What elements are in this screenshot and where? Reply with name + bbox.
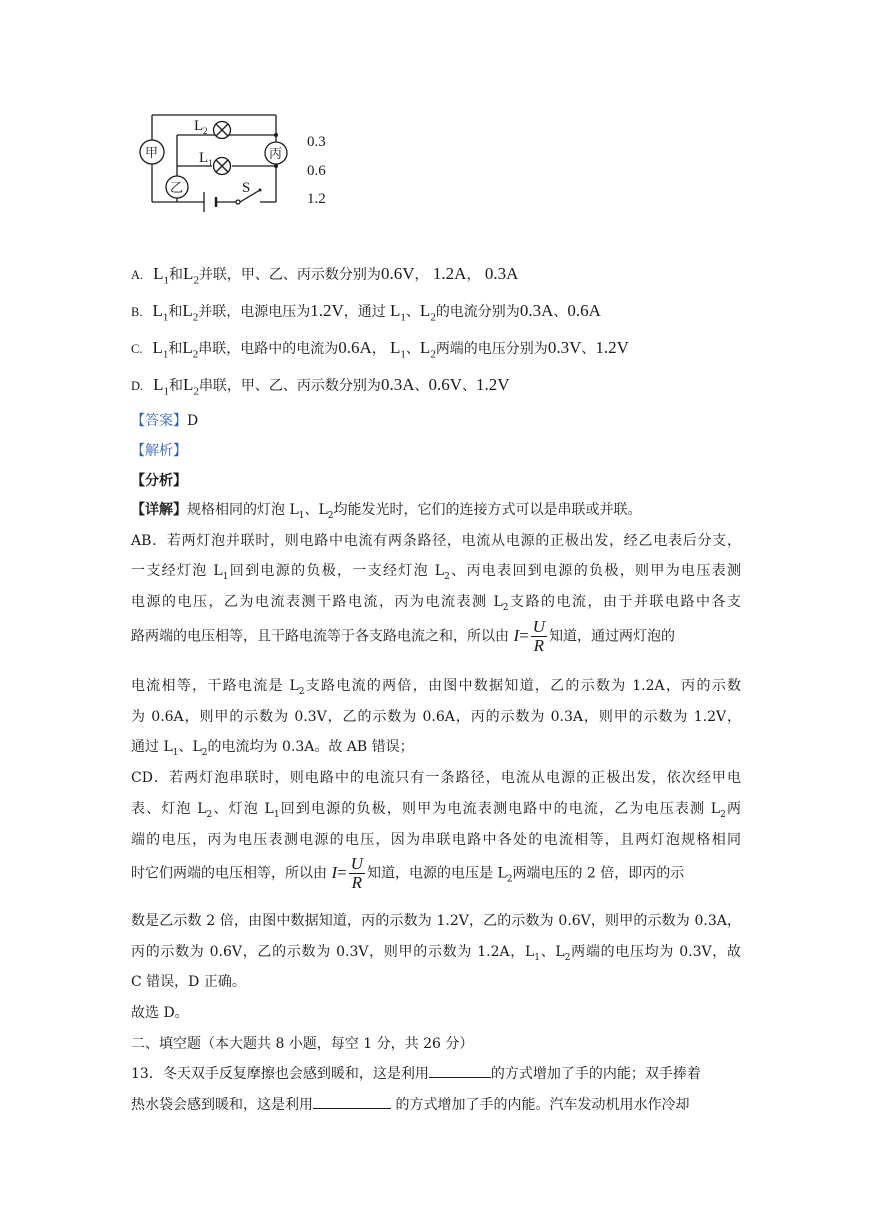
- formula-ohms-law-2: I= $\frac{U}{R}$: [331, 854, 363, 892]
- meter-bing-label: 丙: [269, 147, 283, 162]
- option-d: D. $L_1$和$L_2$串联，甲、乙、丙示数分别为0.3A、0.6V、1.2V: [131, 375, 510, 398]
- meter-yi-label: 乙: [170, 181, 184, 196]
- detail-ab-7: 通过 $L_1$、$L_2$的电流均为 0.3A。故 AB 错误；: [131, 739, 414, 758]
- lamp-l2-label: L: [194, 118, 204, 134]
- switch-label: S: [242, 180, 251, 196]
- answer-value: D: [187, 413, 199, 429]
- detail-ab-5: 电流相等，干路电流是 $L_2$支路电流的两倍，由图中数据知道，乙的示数为 1.2A，丙的示数: [131, 678, 741, 697]
- reading-3: 1.2: [307, 191, 326, 207]
- detail-cd-4: 时它们两端的电压相等，所以由 I= $\frac{U}{R}$ 知道，电源的电压是 $L_2$两端电压的 2 倍，即丙的示: [131, 854, 685, 892]
- option-c: C. $L_1$和$L_2$串联，电路中的电流为0.6A， $L_1$、$L_2$两端的电压分别为0.3V、1.2V: [131, 338, 629, 361]
- detail-cd-3: 端的电压，丙为电压表测电源的电压，因为串联电路中各处的电流相等，且两灯泡规格相同: [131, 832, 741, 848]
- detail-cd-1: CD．若两灯泡串联时，则电路中的电流只有一条路径，电流从电源的正极出发，依次经甲电: [131, 770, 741, 786]
- conclusion: 故选 D。: [131, 1005, 189, 1021]
- detail-ab-3: 电源的电压，乙为电流表测干路电流，丙为电流表测 $L_2$支路的电流，由于并联电路中各支: [131, 594, 742, 613]
- detail-line-1: 【详解】规格相同的灯泡 $L_1$、$L_2$均能发光时，它们的连接方式可以是串联或并联。: [131, 502, 642, 521]
- reading-2: 0.6: [307, 162, 326, 179]
- reading-1: 0.3: [307, 134, 326, 150]
- junction-dot-lower: [274, 164, 278, 168]
- switch-contact-left: [236, 200, 240, 204]
- answer-blank-1[interactable]: [429, 1065, 491, 1078]
- detail-cd-6: 丙的示数为 0.6V，乙的示数为 0.3V，则甲的示数为 1.2A，$L_1$、$L_2$两端的电压均为 0.3V，故: [131, 944, 742, 963]
- detail-cd-2: 表、灯泡 $L_2$、灯泡 $L_1$回到电源的负极，则甲为电流表测电路中的电流，乙为电压表测 $L_2$两: [131, 801, 742, 820]
- question-13-line-2: 热水袋会感到暖和，这是利用 的方式增加了手的内能。汽车发动机用水作冷却: [131, 1097, 690, 1113]
- section-heading: 二、填空题（本大题共 8 小题，每空 1 分，共 26 分）: [131, 1036, 474, 1052]
- answer-blank-2[interactable]: [313, 1096, 391, 1109]
- detail-ab-4: 路两端的电压相等，且干路电流等于各支路电流之和，所以由 I= $\frac{U}{R}$ 知道，通过两灯泡的: [131, 617, 675, 655]
- junction-dot-upper: [274, 133, 278, 137]
- lamp-l2-sub: 2: [203, 126, 208, 136]
- analysis-tag: 【解析】: [131, 443, 187, 459]
- detail-ab-1: AB．若两灯泡并联时，则电路中电流有两条路径，电流从电源的正极出发，经乙电表后分支，: [131, 533, 741, 549]
- detail-cd-5: 数是乙示数 2 倍，由图中数据知道，丙的示数为 1.2V，乙的示数为 0.6V，则甲的示数为 0.3A，: [131, 913, 741, 929]
- answer-line: [131, 410, 741, 430]
- lamp-l1-sub: 1: [208, 158, 213, 168]
- detail-cd-7: C 错误，D 正确。: [131, 974, 246, 990]
- option-a: A. $L_1$和$L_2$并联，甲、乙、丙示数分别为0.6V， 1.2A， 0.3A: [131, 264, 519, 287]
- meter-jia-label: 甲: [145, 146, 159, 161]
- lamp-l1-label: L: [199, 150, 209, 166]
- fenxi-tag: 【分析】: [131, 473, 187, 489]
- option-b: B. $L_1$和$L_2$并联，电源电压为1.2V，通过 $L_1$、$L_2$的电流分别为0.3A、0.6A: [131, 301, 601, 324]
- meter-readings: [307, 128, 326, 214]
- circuit-diagram: [132, 110, 307, 215]
- question-13-line-1: 13．冬天双手反复摩擦也会感到暖和，这是利用 的方式增加了手的内能；双手捧着: [131, 1066, 701, 1082]
- formula-ohms-law-1: I= $\frac{U}{R}$: [513, 617, 545, 655]
- detail-ab-6: 为 0.6A，则甲的示数为 0.3V，乙的示数为 0.6A，丙的示数为 0.3A，则甲的示数为 1.2V，: [131, 709, 741, 725]
- detail-ab-2: 一支经灯泡 $L_1$回到电源的负极，一支经灯泡 $L_2$、丙电表回到电源的负极，则甲为电压表测: [131, 563, 742, 582]
- answer-tag: 【答案】: [131, 413, 187, 429]
